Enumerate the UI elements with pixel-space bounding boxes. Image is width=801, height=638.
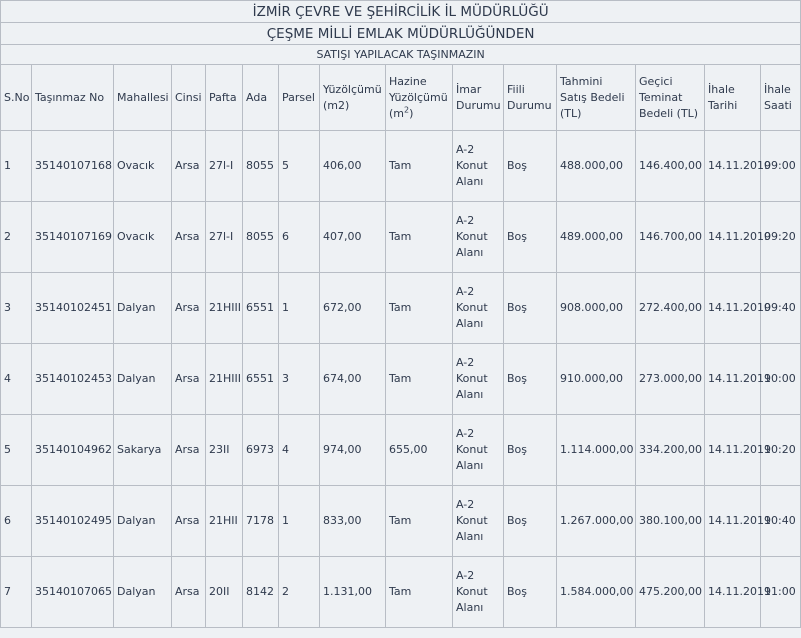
- cell-tasinmaz-no: 35140107169: [32, 202, 114, 273]
- cell-tasinmaz-no: 35140102453: [32, 344, 114, 415]
- cell-tahmini-bedel: 489.000,00: [557, 202, 636, 273]
- header-tahmini-bedel: Tahmini Satış Bedeli (TL): [557, 65, 636, 131]
- cell-ihale-saati: 10:00: [761, 344, 801, 415]
- table-row: [1, 486, 801, 557]
- title-line-1: İZMİR ÇEVRE VE ŞEHİRCİLİK İL MÜDÜRLÜĞÜ: [1, 1, 801, 23]
- header-row: [1, 65, 801, 131]
- cell-pafta: 21HIII: [206, 344, 243, 415]
- cell-cinsi: Arsa: [172, 273, 206, 344]
- cell-gecici-teminat: 272.400,00: [636, 273, 705, 344]
- cell-ihale-tarihi: 14.11.2019: [705, 131, 761, 202]
- cell-fiili-durumu: Boş: [504, 131, 557, 202]
- cell-fiili-durumu: Boş: [504, 344, 557, 415]
- cell-ihale-saati: 10:40: [761, 486, 801, 557]
- cell-tasinmaz-no: 35140102451: [32, 273, 114, 344]
- cell-ada: 6551: [243, 273, 279, 344]
- cell-cinsi: Arsa: [172, 557, 206, 628]
- cell-pafta: 23II: [206, 415, 243, 486]
- cell-mahallesi: Dalyan: [114, 486, 172, 557]
- cell-yuzolcumu: 406,00: [320, 131, 386, 202]
- cell-mahallesi: Sakarya: [114, 415, 172, 486]
- cell-ihale-tarihi: 14.11.2019: [705, 273, 761, 344]
- cell-yuzolcumu: 674,00: [320, 344, 386, 415]
- title-row-1: [1, 1, 801, 23]
- cell-hazine-yuzolcumu: Tam: [386, 557, 453, 628]
- title-row-3: [1, 45, 801, 65]
- title-line-3: SATIŞI YAPILACAK TAŞINMAZIN: [1, 45, 801, 65]
- title-row-2: [1, 23, 801, 45]
- cell-hazine-yuzolcumu: Tam: [386, 202, 453, 273]
- cell-ada: 6973: [243, 415, 279, 486]
- title-line-2: ÇEŞME MİLLİ EMLAK MÜDÜRLÜĞÜNDEN: [1, 23, 801, 45]
- cell-tasinmaz-no: 35140107065: [32, 557, 114, 628]
- cell-imar-durumu: A-2 Konut Alanı: [453, 415, 504, 486]
- cell-cinsi: Arsa: [172, 131, 206, 202]
- cell-cinsi: Arsa: [172, 486, 206, 557]
- table-row: [1, 415, 801, 486]
- cell-ihale-tarihi: 14.11.2019: [705, 344, 761, 415]
- cell-tahmini-bedel: 1.114.000,00: [557, 415, 636, 486]
- cell-ada: 8055: [243, 131, 279, 202]
- cell-gecici-teminat: 475.200,00: [636, 557, 705, 628]
- header-imar-durumu: İmar Durumu: [453, 65, 504, 131]
- cell-tahmini-bedel: 1.584.000,00: [557, 557, 636, 628]
- cell-gecici-teminat: 146.400,00: [636, 131, 705, 202]
- cell-imar-durumu: A-2 Konut Alanı: [453, 557, 504, 628]
- header-tasinmaz-no: Taşınmaz No: [32, 65, 114, 131]
- table-body: [1, 1, 801, 628]
- header-hazine-close: ): [409, 106, 414, 120]
- cell-ihale-saati: 09:20: [761, 202, 801, 273]
- cell-parsel: 4: [279, 415, 320, 486]
- cell-imar-durumu: A-2 Konut Alanı: [453, 131, 504, 202]
- cell-yuzolcumu: 833,00: [320, 486, 386, 557]
- cell-pafta: 21HII: [206, 486, 243, 557]
- cell-parsel: 5: [279, 131, 320, 202]
- cell-tasinmaz-no: 35140102495: [32, 486, 114, 557]
- header-hazine-text: Hazine Yüzölçümü (m: [389, 74, 448, 120]
- header-parsel: Parsel: [279, 65, 320, 131]
- cell-imar-durumu: A-2 Konut Alanı: [453, 202, 504, 273]
- header-cinsi: Cinsi: [172, 65, 206, 131]
- cell-tahmini-bedel: 910.000,00: [557, 344, 636, 415]
- cell-cinsi: Arsa: [172, 415, 206, 486]
- cell-imar-durumu: A-2 Konut Alanı: [453, 486, 504, 557]
- cell-hazine-yuzolcumu: Tam: [386, 486, 453, 557]
- header-ihale-tarihi: İhale Tarihi: [705, 65, 761, 131]
- cell-parsel: 2: [279, 557, 320, 628]
- cell-sno: 6: [1, 486, 32, 557]
- table-row: [1, 202, 801, 273]
- cell-ihale-saati: 09:40: [761, 273, 801, 344]
- cell-yuzolcumu: 1.131,00: [320, 557, 386, 628]
- cell-parsel: 6: [279, 202, 320, 273]
- header-ihale-saati: İhale Saati: [761, 65, 801, 131]
- cell-parsel: 1: [279, 273, 320, 344]
- cell-ada: 8055: [243, 202, 279, 273]
- cell-yuzolcumu: 407,00: [320, 202, 386, 273]
- cell-hazine-yuzolcumu: Tam: [386, 131, 453, 202]
- cell-hazine-yuzolcumu: Tam: [386, 344, 453, 415]
- cell-mahallesi: Dalyan: [114, 273, 172, 344]
- table-row: [1, 273, 801, 344]
- table-row: [1, 557, 801, 628]
- cell-hazine-yuzolcumu: Tam: [386, 273, 453, 344]
- cell-cinsi: Arsa: [172, 202, 206, 273]
- cell-yuzolcumu: 974,00: [320, 415, 386, 486]
- cell-tahmini-bedel: 1.267.000,00: [557, 486, 636, 557]
- table-row: [1, 344, 801, 415]
- cell-pafta: 21HIII: [206, 273, 243, 344]
- cell-sno: 2: [1, 202, 32, 273]
- cell-pafta: 20II: [206, 557, 243, 628]
- cell-gecici-teminat: 146.700,00: [636, 202, 705, 273]
- cell-ada: 8142: [243, 557, 279, 628]
- cell-tahmini-bedel: 488.000,00: [557, 131, 636, 202]
- header-hazine-sup: 2: [404, 104, 410, 114]
- cell-fiili-durumu: Boş: [504, 273, 557, 344]
- cell-mahallesi: Dalyan: [114, 557, 172, 628]
- cell-sno: 3: [1, 273, 32, 344]
- cell-fiili-durumu: Boş: [504, 486, 557, 557]
- cell-pafta: 27l-I: [206, 202, 243, 273]
- cell-ihale-saati: 09:00: [761, 131, 801, 202]
- header-fiili-durumu: Fiili Durumu: [504, 65, 557, 131]
- cell-ihale-tarihi: 14.11.2019: [705, 415, 761, 486]
- header-hazine-yuzolcumu: [386, 65, 453, 131]
- header-pafta: Pafta: [206, 65, 243, 131]
- cell-tasinmaz-no: 35140104962: [32, 415, 114, 486]
- cell-mahallesi: Ovacık: [114, 131, 172, 202]
- cell-ihale-tarihi: 14.11.2019: [705, 202, 761, 273]
- cell-ihale-saati: 10:20: [761, 415, 801, 486]
- table-row: [1, 131, 801, 202]
- cell-ada: 7178: [243, 486, 279, 557]
- cell-sno: 1: [1, 131, 32, 202]
- cell-ihale-tarihi: 14.11.2019: [705, 557, 761, 628]
- cell-sno: 4: [1, 344, 32, 415]
- cell-gecici-teminat: 334.200,00: [636, 415, 705, 486]
- cell-parsel: 3: [279, 344, 320, 415]
- cell-parsel: 1: [279, 486, 320, 557]
- cell-fiili-durumu: Boş: [504, 415, 557, 486]
- header-mahallesi: Mahallesi: [114, 65, 172, 131]
- header-gecici-teminat: Geçici Teminat Bedeli (TL): [636, 65, 705, 131]
- cell-gecici-teminat: 273.000,00: [636, 344, 705, 415]
- cell-ada: 6551: [243, 344, 279, 415]
- cell-sno: 7: [1, 557, 32, 628]
- cell-fiili-durumu: Boş: [504, 202, 557, 273]
- cell-hazine-yuzolcumu: 655,00: [386, 415, 453, 486]
- cell-ihale-tarihi: 14.11.2019: [705, 486, 761, 557]
- cell-sno: 5: [1, 415, 32, 486]
- cell-tasinmaz-no: 35140107168: [32, 131, 114, 202]
- cell-imar-durumu: A-2 Konut Alanı: [453, 344, 504, 415]
- cell-imar-durumu: A-2 Konut Alanı: [453, 273, 504, 344]
- cell-fiili-durumu: Boş: [504, 557, 557, 628]
- cell-yuzolcumu: 672,00: [320, 273, 386, 344]
- header-sno: S.No: [1, 65, 32, 131]
- cell-mahallesi: Ovacık: [114, 202, 172, 273]
- cell-cinsi: Arsa: [172, 344, 206, 415]
- cell-gecici-teminat: 380.100,00: [636, 486, 705, 557]
- cell-tahmini-bedel: 908.000,00: [557, 273, 636, 344]
- cell-mahallesi: Dalyan: [114, 344, 172, 415]
- cell-ihale-saati: 11:00: [761, 557, 801, 628]
- header-ada: Ada: [243, 65, 279, 131]
- cell-pafta: 27l-I: [206, 131, 243, 202]
- header-yuzolcumu: Yüzölçümü (m2): [320, 65, 386, 131]
